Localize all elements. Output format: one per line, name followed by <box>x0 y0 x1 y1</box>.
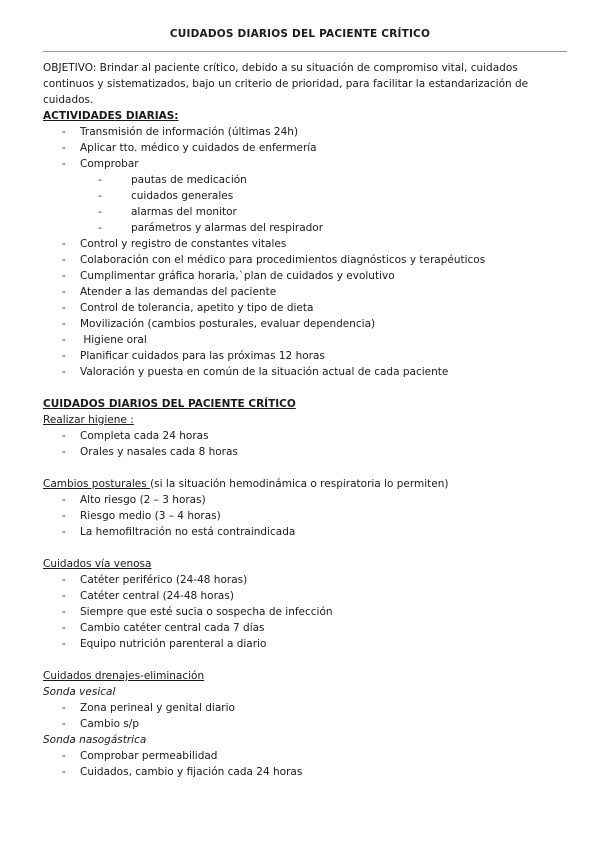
list-item: - Planificar cuidados para las próximas 12 horas <box>43 348 568 364</box>
postural-note: (si la situación hemodinámica o respiratoria lo permiten) <box>150 478 449 490</box>
list-item: - Orales y nasales cada 8 horas <box>43 444 568 460</box>
list-item: - Transmisión de información (últimas 24h) <box>43 124 568 140</box>
postural-subheading: Cambios posturales <box>43 478 151 490</box>
objective-paragraph: OBJETIVO: Brindar al paciente crítico, debido a su situación de compromiso vital, cuidados continuos y sistematizados, bajo un criterio de prioridad, para facilitar la estandarización de cuidados. <box>43 62 529 106</box>
list-item: - La hemofiltración no está contraindicada <box>43 524 568 540</box>
list-item: - Valoración y puesta en común de la situación actual de cada paciente <box>43 364 568 380</box>
list-item: - Control y registro de constantes vitales <box>43 236 568 252</box>
list-item: - Cuidados, cambio y fijación cada 24 horas <box>43 764 568 780</box>
venous-subheading: Cuidados vía venosa <box>43 558 152 570</box>
sub-list-item: - cuidados generales <box>43 188 568 204</box>
list-item: - Completa cada 24 horas <box>43 428 568 444</box>
list-item: - Cumplimentar gráfica horaria,`plan de cuidados y evolutivo <box>43 268 568 284</box>
list-item: - Equipo nutrición parenteral a diario <box>43 636 568 652</box>
vesical-catheter-label: Sonda vesical <box>43 686 116 698</box>
ng-list <box>43 748 568 780</box>
list-item: - Control de tolerancia, apetito y tipo de dieta <box>43 300 568 316</box>
list-item: - Comprobar permeabilidad <box>43 748 568 764</box>
list-item: - Zona perineal y genital diario <box>43 700 568 716</box>
list-item: - Riesgo medio (3 – 4 horas) <box>43 508 568 524</box>
page-title: CUIDADOS DIARIOS DEL PACIENTE CRÍTICO <box>169 28 431 40</box>
postural-subheading-line <box>43 476 568 492</box>
list-item: - Siempre que esté sucia o sospecha de infección <box>43 604 568 620</box>
daily-activities-heading: ACTIVIDADES DIARIAS: <box>43 110 179 122</box>
daily-activities-list <box>43 124 568 380</box>
list-item: - Aplicar tto. médico y cuidados de enfermería <box>43 140 568 156</box>
list-item: - Higiene oral <box>43 332 568 348</box>
document-body <box>43 108 568 780</box>
list-item: - Movilización (cambios posturales, evaluar dependencia) <box>43 316 568 332</box>
drainage-subheading: Cuidados drenajes-eliminación <box>43 670 205 682</box>
list-item: - Catéter periférico (24-48 horas) <box>43 572 568 588</box>
list-item: - Comprobar <box>43 156 568 172</box>
sub-list-item: - pautas de medicación <box>43 172 568 188</box>
list-item: - Alto riesgo (2 – 3 horas) <box>43 492 568 508</box>
list-item: - Cambio catéter central cada 7 días <box>43 620 568 636</box>
hygiene-subheading: Realizar higiene : <box>43 414 134 426</box>
list-item: - Cambio s/p <box>43 716 568 732</box>
ng-tube-label: Sonda nasogástrica <box>43 734 147 746</box>
hygiene-list <box>43 428 568 460</box>
postural-list <box>43 492 568 540</box>
list-item: - Colaboración con el médico para procedimientos diagnósticos y terapéuticos <box>43 252 568 268</box>
sub-list-item: - parámetros y alarmas del respirador <box>43 220 568 236</box>
sub-list-item: - alarmas del monitor <box>43 204 568 220</box>
list-item: - Atender a las demandas del paciente <box>43 284 568 300</box>
list-item: - Catéter central (24-48 horas) <box>43 588 568 604</box>
venous-list <box>43 572 568 652</box>
title-divider <box>43 51 567 52</box>
daily-care-heading: CUIDADOS DIARIOS DEL PACIENTE CRÍTICO <box>43 398 296 410</box>
vesical-list <box>43 700 568 732</box>
